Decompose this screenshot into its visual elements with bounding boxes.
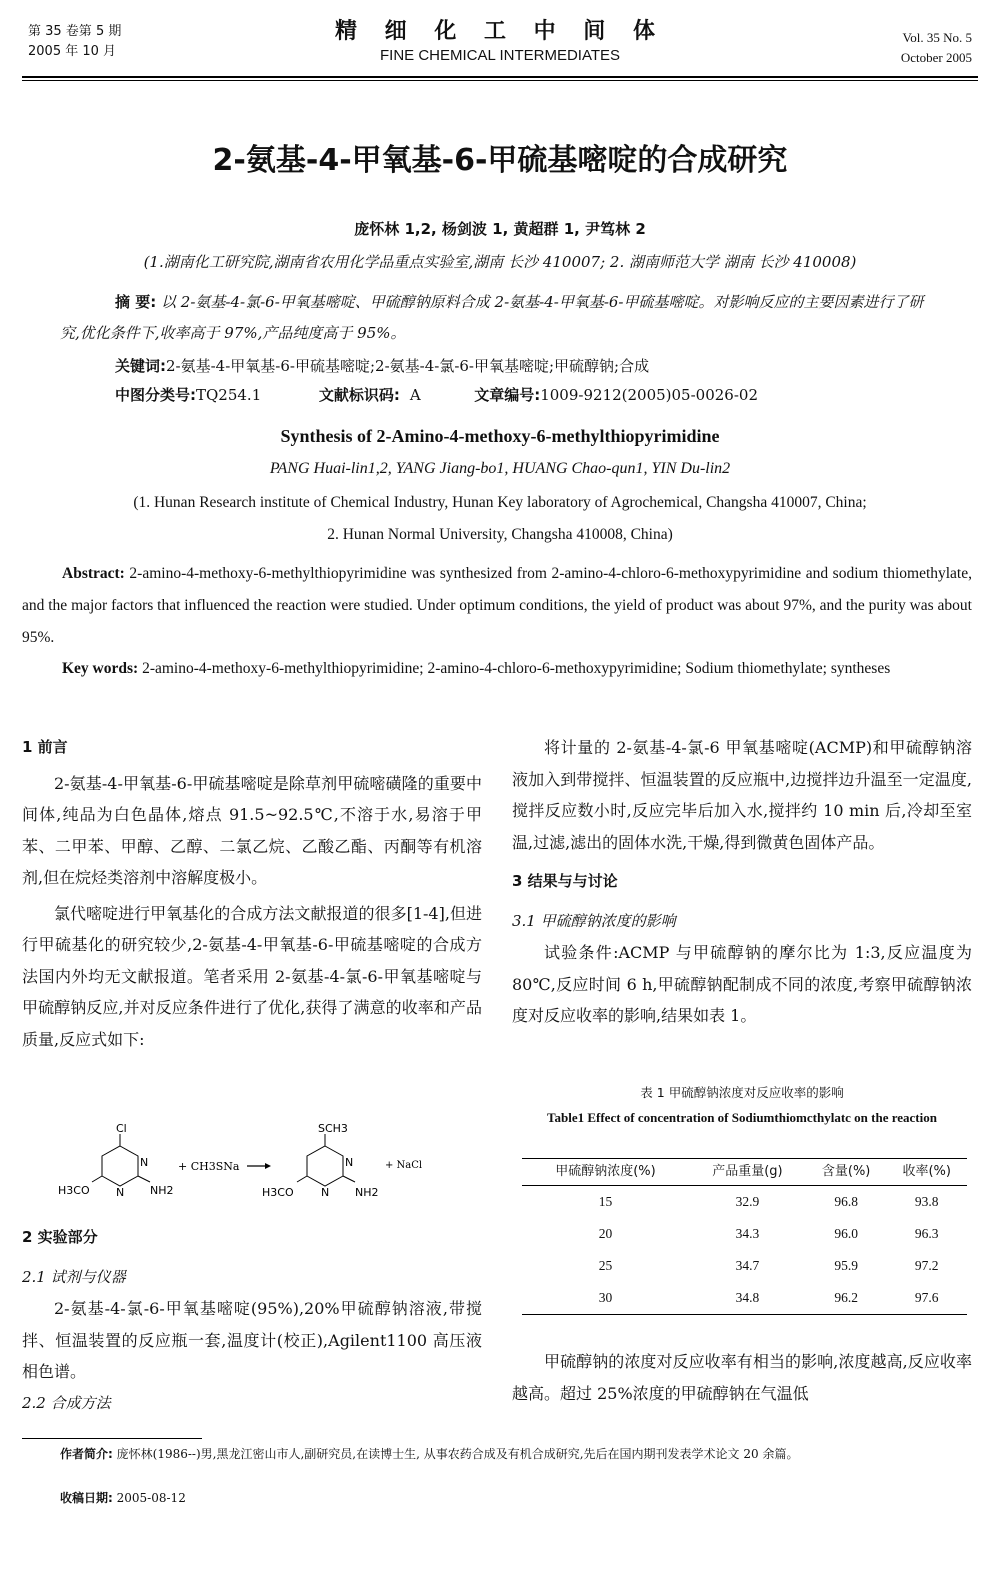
section-1-para-2: 氯代嘧啶进行甲氧基化的合成方法文献报道的很多[1-4],但进行甲硫基化的研究较少,2-氨基-4-甲氧基-6-甲硫基嘧啶的合成方法国内外均无文献报道。笔者采用 2-氨基-4-氯-6-甲氧基嘧啶与甲硫醇钠反应,并对反应条件进行了优化,获得了满意的收率和产品质量,反应式如下: bbox=[22, 903, 482, 1049]
reactant-methoxy: H3CO bbox=[58, 1184, 90, 1197]
product-amino: NH2 bbox=[355, 1186, 379, 1199]
right-column-upper bbox=[512, 732, 972, 1032]
col-header-yield: 收率(%) bbox=[886, 1159, 967, 1186]
footnote-rule bbox=[22, 1438, 202, 1439]
table-cell: 96.3 bbox=[914, 1226, 939, 1241]
abstract-text: 以 2-氨基-4-氯-6-甲氧基嘧啶、甲硫醇钠原料合成 2-氨基-4-甲氧基-6-甲硫基嘧啶。对影响反应的主要因素进行了研究,优化条件下,收率高于 97%,产品纯度高于 95%。 bbox=[60, 293, 924, 342]
english-authors: PANG Huai-lin1,2, YANG Jiang-bo1, HUANG Chao-qun1, YIN Du-lin2 bbox=[269, 460, 731, 477]
header-rule bbox=[22, 76, 978, 78]
abstract-label: 摘 要: bbox=[115, 293, 157, 311]
section-3-heading: 3 结果与与讨论 bbox=[512, 872, 618, 890]
table-cell: 34.3 bbox=[735, 1226, 760, 1241]
reaction-arrowhead bbox=[265, 1163, 271, 1169]
doc-code-label: 文献标识码: bbox=[318, 386, 400, 404]
received-date bbox=[60, 1488, 960, 1509]
section-2-heading: 2 实验部分 bbox=[22, 1228, 98, 1246]
product-n3: N bbox=[345, 1156, 354, 1169]
reactant-cl: Cl bbox=[116, 1124, 127, 1135]
reactant-amino: NH2 bbox=[150, 1184, 174, 1197]
article-no-label: 文章编号: bbox=[474, 386, 541, 404]
product-n1: N bbox=[321, 1186, 330, 1199]
issue-info bbox=[28, 22, 121, 62]
right-column-lower bbox=[512, 1346, 972, 1409]
english-affiliation-1: (1. Hunan Research institute of Chemical Industry, Hunan Key laboratory of Agrochemical, Changsha 410007, China; bbox=[133, 494, 867, 511]
col-header-weight: 产品重量(g) bbox=[689, 1159, 806, 1186]
reaction-scheme bbox=[50, 1124, 470, 1204]
reactant-n1: N bbox=[116, 1186, 125, 1199]
table-row bbox=[522, 1218, 967, 1250]
english-keywords bbox=[22, 653, 972, 685]
table-cell: 25 bbox=[598, 1258, 613, 1273]
classification-row bbox=[115, 384, 758, 405]
english-abstract-label: Abstract: bbox=[62, 565, 125, 582]
affiliations: (1.湖南化工研究院,湖南省农用化学品重点实验室,湖南 长沙 410007; 2. 湖南师范大学 湖南 长沙 410008) bbox=[143, 253, 857, 271]
table-cell: 30 bbox=[522, 1282, 689, 1315]
english-affiliation-2: 2. Hunan Normal University, Changsha 410008, China) bbox=[327, 526, 673, 543]
author-bio bbox=[60, 1444, 960, 1465]
section-2-2-heading: 2.2 合成方法 bbox=[22, 1393, 111, 1412]
doc-code-value: A bbox=[409, 386, 421, 404]
paper-title: 2-氨基-4-甲氧基-6-甲硫基嘧啶的合成研究 bbox=[212, 143, 788, 178]
header-rule-thin bbox=[22, 80, 978, 81]
byproduct-text: + NaCl bbox=[385, 1160, 423, 1171]
table-header-row bbox=[522, 1159, 967, 1186]
table-row bbox=[522, 1250, 967, 1282]
table-cell: 96.8 bbox=[834, 1194, 858, 1209]
section-3-1-heading: 3.1 甲硫醇钠浓度的影响 bbox=[512, 911, 676, 930]
left-column-lower bbox=[22, 1222, 482, 1419]
table-cell: 96.2 bbox=[806, 1282, 887, 1315]
table-cell: 97.2 bbox=[914, 1258, 939, 1273]
col-header-concentration: 甲硫醇钠浓度(%) bbox=[522, 1159, 689, 1186]
table-caption-en: Table1 Effect of concentration of Sodiumthiomcthylatc on the reaction bbox=[547, 1110, 937, 1125]
table-cell: 20 bbox=[598, 1226, 613, 1241]
section-2-1-heading: 2.1 试剂与仪器 bbox=[22, 1267, 126, 1286]
reactant-n3: N bbox=[140, 1156, 149, 1169]
table-cell: 34.7 bbox=[735, 1258, 760, 1273]
table-cell: 97.6 bbox=[886, 1282, 967, 1315]
section-3-1-para-2: 甲硫醇钠的浓度对反应收率有相当的影响,浓度越高,反应收率越高。超过 25%浓度的甲硫醇钠在气温低 bbox=[512, 1352, 972, 1403]
english-abstract-text: 2-amino-4-methoxy-6-methylthiopyrimidine was synthesized from 2-amino-4-chloro-6-methoxypyrimidine and sodium thiomethylate, and the major factors that influenced the reaction were studied. Under optimum conditions, the yield of product was about 97%, and the purity was about 95%. bbox=[22, 565, 972, 646]
english-title: Synthesis of 2-Amino-4-methoxy-6-methylthiopyrimidine bbox=[280, 426, 720, 446]
received-label: 收稿日期: bbox=[60, 1491, 113, 1505]
author-bio-text: 庞怀林(1986--)男,黑龙江密山市人,副研究员,在读博士生, 从事农药合成及有机合成研究,先后在国内期刊发表学术论文 20 余篇。 bbox=[116, 1447, 799, 1461]
article-no-value: 1009-9212(2005)05-0026-02 bbox=[540, 386, 758, 404]
table-cell: 96.0 bbox=[834, 1226, 858, 1241]
journal-title bbox=[300, 14, 700, 64]
keywords-text: 2-氨基-4-甲氧基-6-甲硫基嘧啶;2-氨基-4-氯-6-甲氧基嘧啶;甲硫醇钠;合成 bbox=[166, 357, 650, 375]
author-list: 庞怀林 1,2, 杨剑波 1, 黄超群 1, 尹笃林 2 bbox=[354, 220, 646, 238]
journal-title-cn: 精 细 化 工 中 间 体 bbox=[335, 19, 665, 44]
product-sch3: SCH3 bbox=[318, 1124, 348, 1135]
english-abstract bbox=[22, 558, 972, 654]
issue-date-en: October 2005 bbox=[900, 50, 972, 65]
table-row bbox=[522, 1186, 967, 1219]
product-methoxy: H3CO bbox=[262, 1186, 294, 1199]
clc-value: TQ254.1 bbox=[196, 386, 262, 404]
table-cell: 32.9 bbox=[735, 1194, 760, 1209]
table-cell: 34.8 bbox=[689, 1282, 806, 1315]
abstract-cn bbox=[60, 287, 940, 349]
section-1-heading: 1 前言 bbox=[22, 738, 68, 756]
issue-info-en bbox=[901, 28, 972, 68]
table-cell: 93.8 bbox=[914, 1194, 939, 1209]
clc-label: 中图分类号: bbox=[115, 386, 196, 404]
issue-volume: 第 35 卷第 5 期 bbox=[28, 24, 122, 39]
col-header-content: 含量(%) bbox=[806, 1159, 887, 1186]
table-row bbox=[522, 1282, 967, 1315]
english-keywords-text: 2-amino-4-methoxy-6-methylthiopyrimidine; 2-amino-4-chloro-6-methoxypyrimidine; Sodium thiomethylate; syntheses bbox=[142, 660, 891, 677]
keywords-label: 关键词: bbox=[115, 357, 166, 375]
table-cell: 95.9 bbox=[834, 1258, 858, 1273]
issue-date: 2005 年 10 月 bbox=[28, 44, 117, 59]
section-2-2-para: 将计量的 2-氨基-4-氯-6 甲氧基嘧啶(ACMP)和甲硫醇钠溶液加入到带搅拌、恒温装置的反应瓶中,边搅拌边升温至一定温度,搅拌反应数小时,反应完毕后加入水,搅拌约 10 min 后,冷却至室温,过滤,滤出的固体水洗,干燥,得到微黄色固体产品。 bbox=[512, 738, 972, 852]
author-bio-label: 作者简介: bbox=[60, 1447, 113, 1461]
keywords-cn bbox=[115, 351, 975, 381]
left-column-upper bbox=[22, 732, 482, 1055]
table-caption-cn: 表 1 甲硫醇钠浓度对反应收率的影响 bbox=[640, 1085, 844, 1100]
reagent-text: + CH3SNa bbox=[178, 1160, 240, 1173]
issue-volume-en: Vol. 35 No. 5 bbox=[902, 30, 972, 45]
journal-title-en: FINE CHEMICAL INTERMEDIATES bbox=[379, 47, 621, 64]
english-keywords-label: Key words: bbox=[62, 660, 139, 677]
received-text: 2005-08-12 bbox=[116, 1491, 186, 1505]
section-2-1-para: 2-氨基-4-氯-6-甲氧基嘧啶(95%),20%甲硫醇钠溶液,带搅拌、恒温装置的反应瓶一套,温度计(校正),Agilent1100 高压液相色谱。 bbox=[22, 1299, 482, 1381]
section-3-1-para: 试验条件:ACMP 与甲硫醇钠的摩尔比为 1:3,反应温度为 80℃,反应时间 6 h,甲硫醇钠配制成不同的浓度,考察甲硫醇钠浓度对反应收率的影响,结果如表 1。 bbox=[512, 943, 972, 1025]
table-cell: 15 bbox=[598, 1194, 613, 1209]
results-table bbox=[522, 1158, 967, 1315]
section-1-para-1: 2-氨基-4-甲氧基-6-甲硫基嘧啶是除草剂甲硫嘧磺隆的重要中间体,纯品为白色晶体,熔点 91.5~92.5℃,不溶于水,易溶于甲苯、二甲苯、甲醇、乙醇、二氯乙烷、乙酸乙酯、丙酮等有机溶剂,但在烷烃类溶剂中溶解度极小。 bbox=[22, 773, 482, 887]
